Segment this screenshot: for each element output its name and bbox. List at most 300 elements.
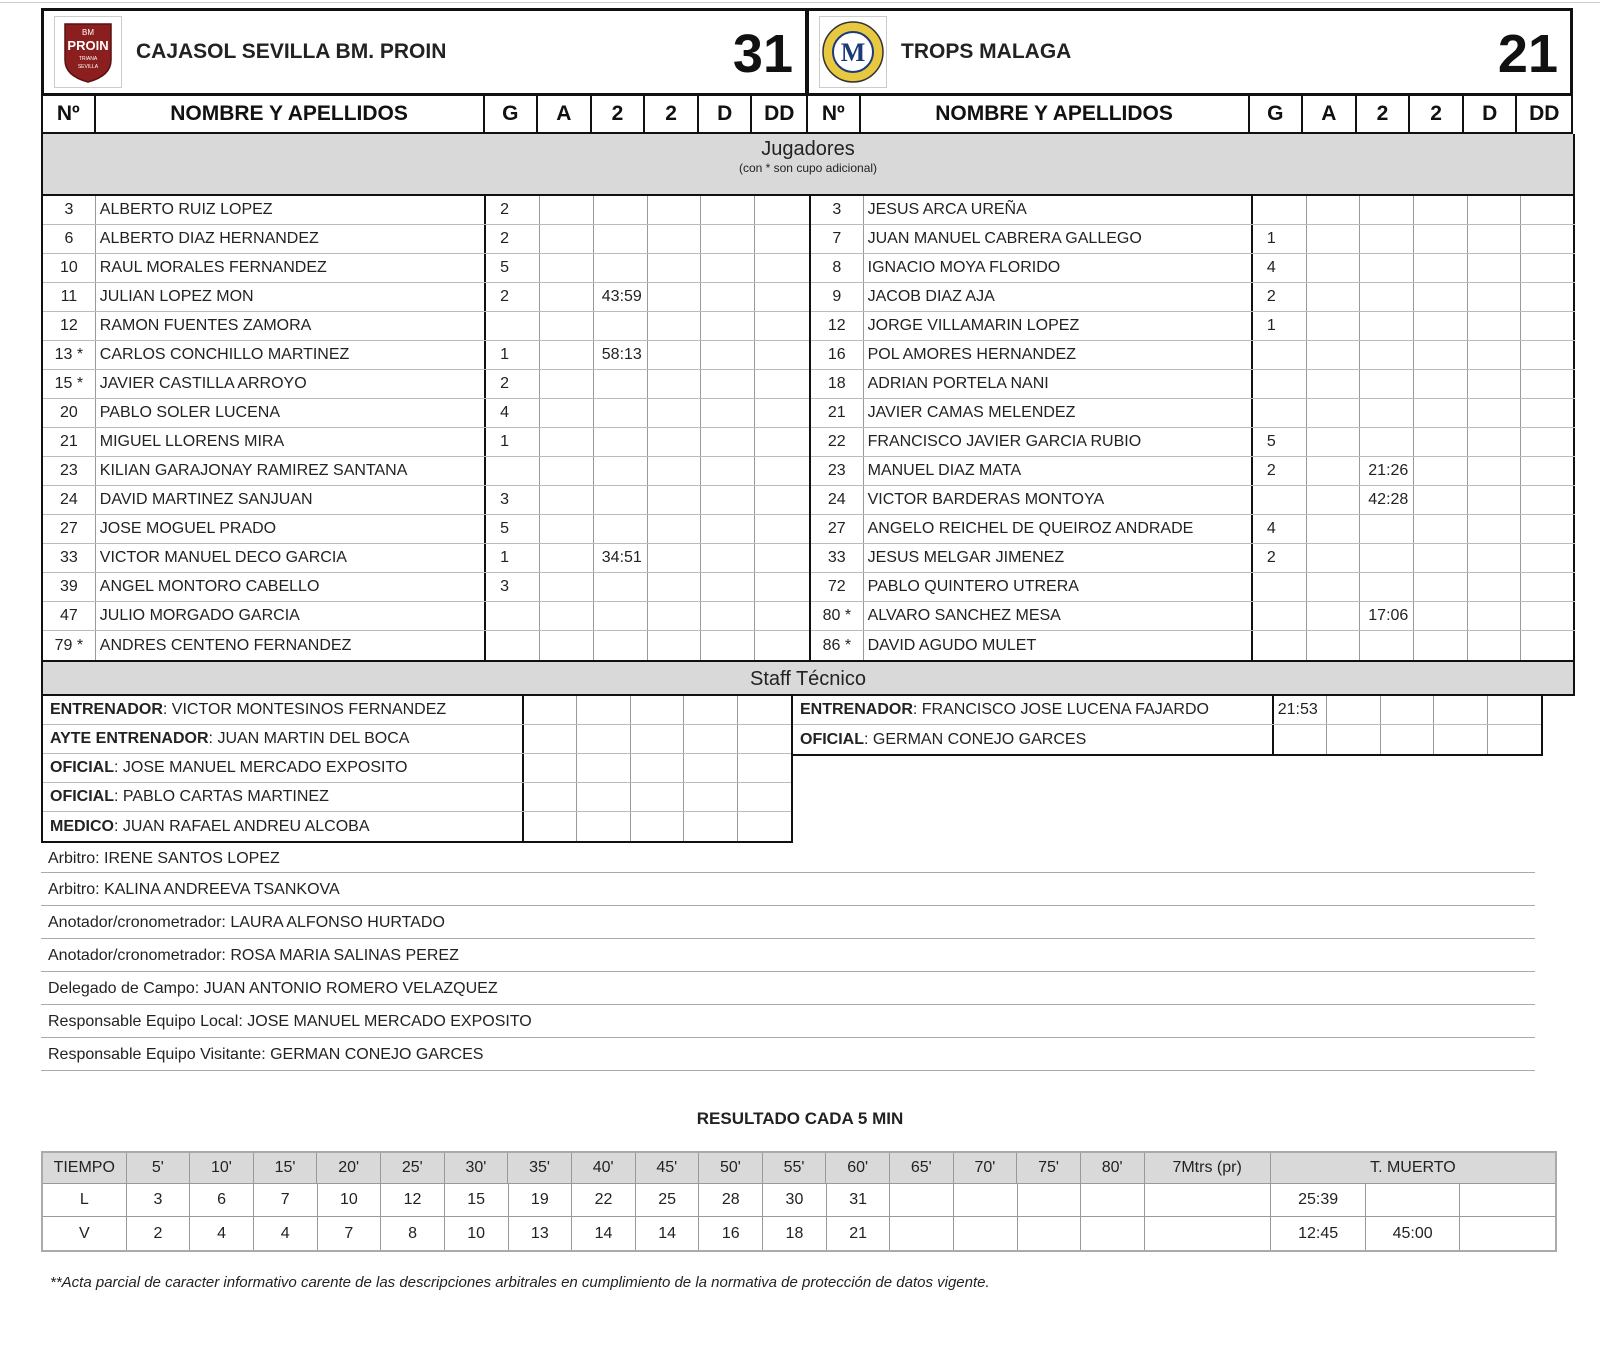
player-2min-1 [1360,341,1414,369]
player-2min-2 [648,254,702,282]
player-2min-2 [648,515,702,543]
staff-yellow [1274,725,1327,754]
player-2min-2 [1414,341,1468,369]
player-name: ANGEL MONTORO CABELLO [96,573,486,601]
staff-role: MEDICO [50,817,114,835]
player-name: ALBERTO DIAZ HERNANDEZ [96,225,486,253]
player-name: JUAN MANUEL CABRERA GALLEGO [864,225,1253,253]
results-header-cell: 15' [254,1153,318,1183]
player-disq [1468,573,1522,601]
player-disq-report [755,312,809,340]
player-disq [701,544,755,572]
player-name: MANUEL DIAZ MATA [864,457,1253,485]
player-yellow [1307,370,1361,398]
player-2min-1 [1360,254,1414,282]
player-disq-report [1521,370,1575,398]
col-yellow: A [1303,96,1357,132]
staff-sanction-cell [1434,696,1487,724]
player-2min-1: 42:28 [1360,486,1414,514]
player-goals: 1 [1253,312,1307,340]
player-yellow [540,196,594,224]
player-2min-2 [648,631,702,660]
player-number: 10 [43,254,96,282]
results-header-cell: 75' [1017,1153,1081,1183]
player-name: ALBERTO RUIZ LOPEZ [96,196,486,224]
results-score-cell: 7 [254,1184,318,1216]
player-yellow [540,486,594,514]
player-yellow [540,370,594,398]
results-header-cell: 70' [954,1153,1018,1183]
player-yellow [1307,341,1361,369]
staff-sanction-cell [1488,696,1541,724]
player-name: POL AMORES HERNANDEZ [864,341,1253,369]
player-name: RAMON FUENTES ZAMORA [96,312,486,340]
player-2min-1 [594,573,648,601]
player-yellow [540,312,594,340]
player-yellow [1307,457,1361,485]
player-number: 24 [811,486,864,514]
player-name: JAVIER CAMAS MELENDEZ [864,399,1253,427]
player-disq-report [1521,341,1575,369]
player-disq [701,225,755,253]
results-score-cell: 2 [127,1217,191,1250]
staff-yellow [524,725,577,753]
away-team-header [806,8,1573,96]
away-team-name: TROPS MALAGA [901,40,1072,63]
results-score-cell: 15 [445,1184,509,1216]
player-number: 80 * [811,602,864,630]
player-goals: 3 [486,573,540,601]
player-number: 21 [811,399,864,427]
player-row [811,486,1575,515]
results-row [43,1217,1555,1250]
results-score-cell: 6 [190,1184,254,1216]
staff-section-header: Staff Técnico [41,660,1575,696]
players-section-title: Jugadores [761,138,855,160]
player-goals: 1 [1253,225,1307,253]
player-name: CARLOS CONCHILLO MARTINEZ [96,341,486,369]
home-staff-table [41,696,793,843]
staff-yellow: 21:53 [1274,696,1327,724]
player-disq-report [1521,225,1575,253]
player-goals: 5 [486,254,540,282]
away-staff-table [791,696,1543,756]
player-goals: 1 [486,544,540,572]
player-2min-1 [594,486,648,514]
staff-sanction-cell [738,783,791,811]
player-disq [701,283,755,311]
player-number: 20 [43,399,96,427]
player-row [43,602,809,631]
player-2min-1 [1360,544,1414,572]
player-disq [701,486,755,514]
staff-sanction-cell [1434,725,1487,754]
player-name: RAUL MORALES FERNANDEZ [96,254,486,282]
player-number: 13 * [43,341,96,369]
player-goals: 4 [486,399,540,427]
official-name: IRENE SANTOS LOPEZ [104,850,280,867]
results-score-cell [1018,1184,1082,1216]
player-2min-2 [648,428,702,456]
player-disq-report [755,544,809,572]
results-score-cell: 25 [636,1184,700,1216]
player-goals [1253,486,1307,514]
staff-sanction-cell [631,725,684,753]
player-row [43,457,809,486]
player-number: 22 [811,428,864,456]
player-number: 16 [811,341,864,369]
col-name: NOMBRE Y APELLIDOS [861,96,1250,132]
official-name: JUAN ANTONIO ROMERO VELAZQUEZ [203,980,498,997]
staff-sanction-cell [631,696,684,724]
results-score-cell: 14 [636,1217,700,1250]
staff-sanction-cell [738,812,791,841]
player-row [811,370,1575,399]
club-badge-icon [821,20,885,84]
player-goals [1253,341,1307,369]
player-number: 24 [43,486,96,514]
results-timeout-cell [1460,1217,1555,1250]
player-disq-report [755,399,809,427]
player-disq [1468,225,1522,253]
player-2min-2 [1414,602,1468,630]
player-disq-report [1521,486,1575,514]
player-name: ANGELO REICHEL DE QUEIROZ ANDRADE [864,515,1253,543]
player-disq [1468,544,1522,572]
player-2min-1 [1360,428,1414,456]
staff-row [43,754,791,783]
player-yellow [540,515,594,543]
player-name: JULIAN LOPEZ MON [96,283,486,311]
player-2min-1 [594,312,648,340]
player-2min-2 [648,573,702,601]
player-name: ANDRES CENTENO FERNANDEZ [96,631,486,660]
staff-sanction-cell [738,725,791,753]
player-yellow [1307,631,1361,660]
staff-sanction-cell [684,812,737,841]
player-name: VICTOR MANUEL DECO GARCIA [96,544,486,572]
staff-row [793,725,1541,754]
player-disq [701,370,755,398]
players-section-note: (con * son cupo adicional) [738,161,878,175]
player-disq-report [1521,573,1575,601]
col-goals: G [1250,96,1304,132]
player-name: ALVARO SANCHEZ MESA [864,602,1253,630]
player-2min-1: 43:59 [594,283,648,311]
staff-person: : GERMAN CONEJO GARCES [864,730,1087,748]
player-2min-2 [1414,486,1468,514]
logo-text-bm: BM [82,28,94,37]
col-disq: D [1464,96,1518,132]
home-players-table [43,196,809,660]
results-score-cell: 8 [381,1217,445,1250]
player-goals: 1 [486,428,540,456]
player-name: JOSE MOGUEL PRADO [96,515,486,543]
player-number: 33 [811,544,864,572]
staff-person: : VICTOR MONTESINOS FERNANDEZ [162,701,447,718]
staff-row [43,696,791,725]
staff-row [793,696,1541,725]
player-name: FRANCISCO JAVIER GARCIA RUBIO [864,428,1253,456]
staff-role: OFICIAL [800,730,864,748]
column-headers [41,96,1575,134]
player-number: 47 [43,602,96,630]
player-number: 3 [811,196,864,224]
player-disq-report [755,428,809,456]
player-disq [1468,370,1522,398]
player-2min-1: 34:51 [594,544,648,572]
player-disq [701,399,755,427]
results-score-cell: 22 [572,1184,636,1216]
official-label: Anotador/cronometrador: [48,947,231,964]
player-2min-2 [1414,544,1468,572]
player-yellow [540,254,594,282]
staff-person: : JUAN RAFAEL ANDREU ALCOBA [114,817,370,835]
player-2min-2 [1414,225,1468,253]
results-header-cell: 25' [381,1153,445,1183]
player-number: 23 [43,457,96,485]
player-row [811,196,1575,225]
player-disq-report [1521,544,1575,572]
player-2min-2 [1414,631,1468,660]
player-yellow [540,544,594,572]
staff-role: OFICIAL [50,788,114,805]
player-2min-1 [594,399,648,427]
player-name: VICTOR BARDERAS MONTOYA [864,486,1253,514]
home-team-name: CAJASOL SEVILLA BM. PROIN [136,40,447,63]
player-disq-report [755,196,809,224]
player-goals [486,457,540,485]
player-goals: 1 [486,341,540,369]
player-row [811,631,1575,660]
official-row [41,939,1535,972]
staff-sanction-cell [684,725,737,753]
staff-role: OFICIAL [50,759,114,776]
player-2min-2 [648,602,702,630]
player-yellow [1307,602,1361,630]
player-row [811,341,1575,370]
player-row [43,399,809,428]
player-name: JESUS MELGAR JIMENEZ [864,544,1253,572]
player-2min-1 [594,428,648,456]
player-yellow [540,631,594,660]
player-row [811,602,1575,631]
results-score-cell: 10 [318,1184,382,1216]
official-name: JOSE MANUEL MERCADO EXPOSITO [247,1013,532,1030]
player-disq [1468,196,1522,224]
player-yellow [1307,544,1361,572]
player-disq [1468,283,1522,311]
logo-text-proin: PROIN [67,38,109,53]
home-team-logo [54,16,122,88]
player-disq [1468,631,1522,660]
player-2min-2 [1414,573,1468,601]
col-number: Nº [808,96,861,132]
away-column-header [806,96,1573,134]
player-2min-1: 17:06 [1360,602,1414,630]
results-score-cell: 3 [127,1184,191,1216]
player-number: 79 * [43,631,96,660]
results-header-row [43,1153,1555,1184]
results-score-cell: 14 [572,1217,636,1250]
player-name: DAVID MARTINEZ SANJUAN [96,486,486,514]
player-2min-2 [648,370,702,398]
player-number: 21 [43,428,96,456]
player-row [43,312,809,341]
staff-sanction-cell [631,783,684,811]
results-score-cell: 12 [381,1184,445,1216]
player-name: MIGUEL LLORENS MIRA [96,428,486,456]
player-2min-1 [1360,399,1414,427]
results-score-cell: 19 [509,1184,573,1216]
results-header-cell: 45' [636,1153,700,1183]
home-column-header [41,96,808,134]
player-number: 27 [43,515,96,543]
staff-role: AYTE ENTRENADOR [50,730,209,747]
player-2min-2 [648,283,702,311]
player-row [43,341,809,370]
player-2min-2 [1414,370,1468,398]
match-sheet [41,8,1575,876]
player-name: IGNACIO MOYA FLORIDO [864,254,1253,282]
results-header-cell: 80' [1081,1153,1145,1183]
results-7m-cell [1145,1184,1271,1216]
official-row [41,873,1535,906]
player-row [43,486,809,515]
player-disq [1468,254,1522,282]
player-yellow [540,283,594,311]
player-disq-report [1521,254,1575,282]
results-score-cell: 18 [763,1217,827,1250]
officials-list [41,842,1535,1071]
player-goals [1253,399,1307,427]
results-header-cell: TIEMPO [43,1153,127,1183]
player-disq-report [755,631,809,660]
player-2min-1 [1360,631,1414,660]
player-row [811,399,1575,428]
official-row [41,1038,1535,1071]
player-2min-2 [648,399,702,427]
player-row [811,457,1575,486]
results-score-cell: 31 [827,1184,891,1216]
player-2min-1 [594,602,648,630]
player-row [811,283,1575,312]
player-goals: 5 [486,515,540,543]
player-row [43,428,809,457]
results-score-cell: 28 [699,1184,763,1216]
official-label: Anotador/cronometrador: [48,914,231,931]
player-disq-report [755,457,809,485]
results-score-cell [1081,1217,1145,1250]
player-yellow [540,602,594,630]
player-number: 8 [811,254,864,282]
player-disq-report [1521,631,1575,660]
player-2min-1 [594,457,648,485]
staff-yellow [524,783,577,811]
player-row [43,283,809,312]
players-tables [41,196,1575,660]
official-name: KALINA ANDREEVA TSANKOVA [104,881,340,898]
player-yellow [540,573,594,601]
staff-role: ENTRENADOR [50,701,163,718]
official-name: GERMAN CONEJO GARCES [270,1046,484,1063]
results-timeout-cell: 45:00 [1366,1217,1461,1250]
staff-sanction-cell [577,754,630,782]
staff-sanction-cell [684,783,737,811]
player-number: 39 [43,573,96,601]
player-disq-report [755,225,809,253]
player-2min-1 [594,515,648,543]
staff-person: : JOSE MANUEL MERCADO EXPOSITO [114,759,408,776]
player-disq [701,602,755,630]
players-section-header [41,134,1575,196]
player-disq-report [755,486,809,514]
player-disq [1468,399,1522,427]
player-2min-1 [1360,312,1414,340]
player-goals [486,602,540,630]
staff-name [43,812,524,841]
player-2min-2 [1414,196,1468,224]
player-name: ADRIAN PORTELA NANI [864,370,1253,398]
col-2min-2: 2 [645,96,699,132]
player-2min-2 [1414,283,1468,311]
player-2min-1 [594,370,648,398]
results-7m-cell [1145,1217,1271,1250]
player-disq [701,428,755,456]
player-name: DAVID AGUDO MULET [864,631,1253,660]
official-label: Responsable Equipo Visitante: [48,1046,271,1063]
player-row [811,544,1575,573]
player-disq-report [1521,457,1575,485]
teams-header [41,8,1575,96]
player-number: 18 [811,370,864,398]
col-yellow: A [538,96,592,132]
logo-letter: M [840,38,866,67]
results-header-cell: 30' [445,1153,509,1183]
player-yellow [1307,399,1361,427]
player-goals [486,631,540,660]
official-row [41,906,1535,939]
results-score-cell [1081,1184,1145,1216]
results-score-cell [890,1184,954,1216]
results-table [41,1151,1557,1252]
results-header-cell: 50' [699,1153,763,1183]
player-name: JULIO MORGADO GARCIA [96,602,486,630]
results-header-cell: 5' [127,1153,191,1183]
player-row [811,225,1575,254]
player-yellow [1307,515,1361,543]
player-goals [1253,370,1307,398]
player-goals: 4 [1253,254,1307,282]
player-goals [1253,602,1307,630]
staff-sanction-cell [577,696,630,724]
official-row [41,1005,1535,1038]
staff-sanction-cell [577,725,630,753]
player-disq [701,457,755,485]
official-label: Delegado de Campo: [48,980,204,997]
home-score: 31 [732,24,793,84]
results-row [43,1184,1555,1217]
results-header-cell: 65' [890,1153,954,1183]
results-score-cell: 7 [318,1217,382,1250]
results-title: RESULTADO CADA 5 MIN [696,1109,904,1128]
player-disq [701,515,755,543]
official-row [41,842,1535,873]
player-goals [1253,573,1307,601]
player-name: JESUS ARCA UREÑA [864,196,1253,224]
player-2min-1 [1360,515,1414,543]
player-number: 6 [43,225,96,253]
